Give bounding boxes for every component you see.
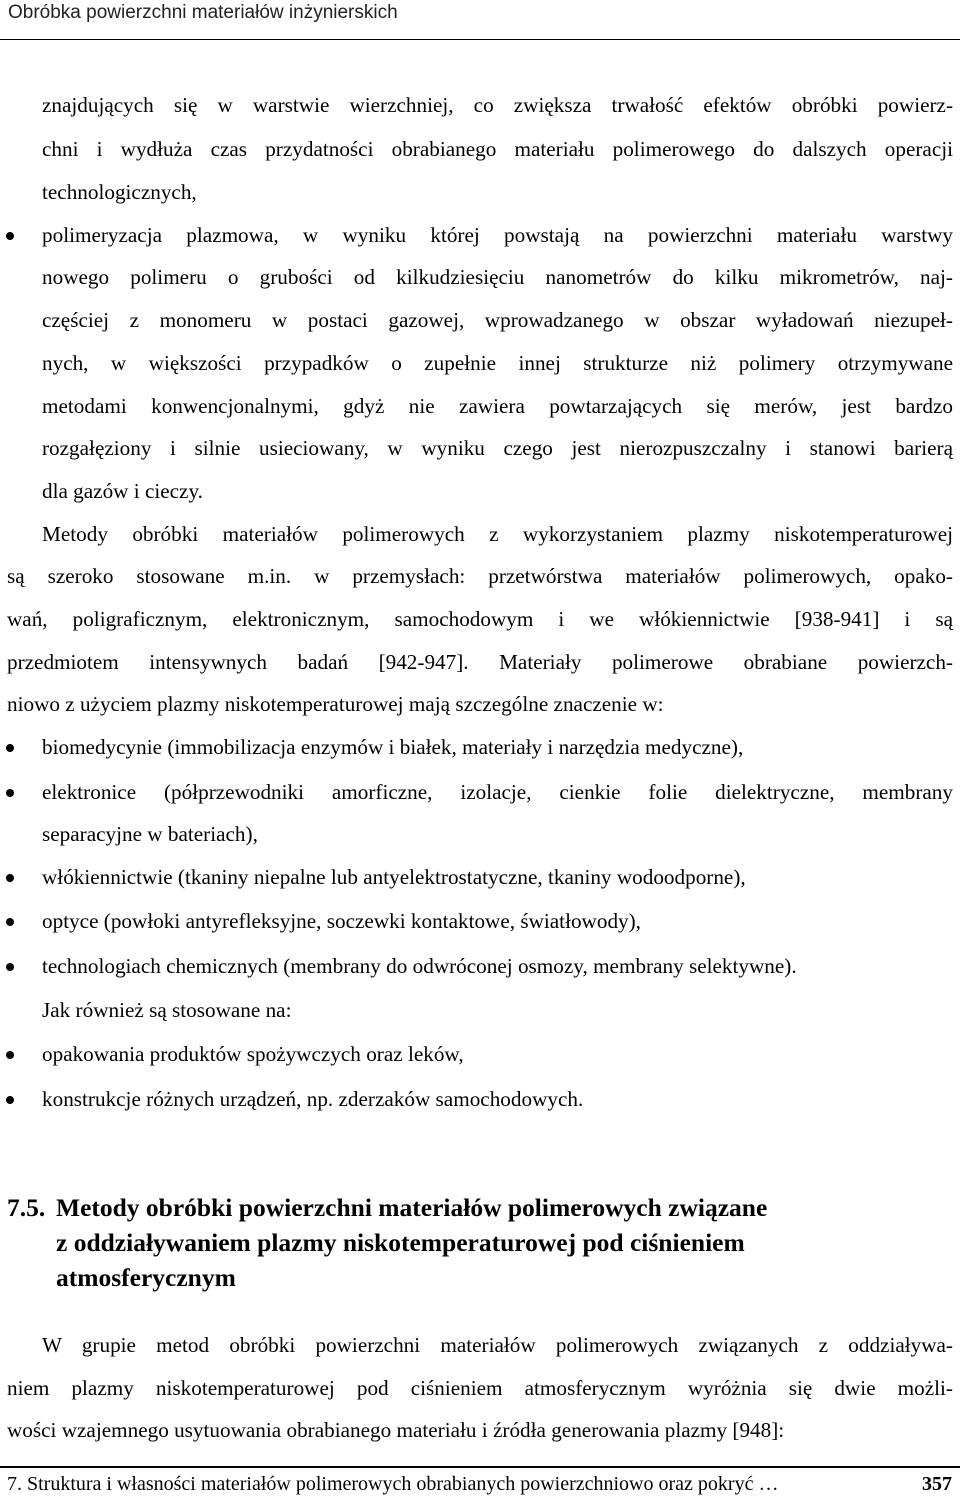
text-line: Jak również są stosowane na: bbox=[42, 998, 292, 1022]
text-line: metodami konwencjonalnymi, gdyż nie zawiera powtarzających się merów, jest bardzo bbox=[42, 394, 953, 418]
list-item: separacyjne w bateriach), bbox=[42, 822, 258, 846]
section-title-line: atmosferycznym bbox=[56, 1263, 236, 1292]
text-line: częściej z monomeru w postaci gazowej, wprowadzanego w obszar wyładowań niezupeł- bbox=[42, 308, 953, 332]
list-item: włókiennictwie (tkaniny niepalne lub antyelektrostatyczne, tkaniny wodoodporne), bbox=[42, 865, 746, 889]
bullet-icon bbox=[6, 874, 14, 882]
text-line: są szeroko stosowane m.in. w przemysłach: przetwórstwa materiałów polimerowych, opako- bbox=[7, 564, 953, 588]
text-line: chni i wydłuża czas przydatności obrabianego materiału polimerowego do dalszych operacji bbox=[42, 137, 953, 161]
text-line: nowego polimeru o grubości od kilkudziesięciu nanometrów do kilku mikrometrów, naj- bbox=[42, 265, 953, 289]
running-header: Obróbka powierzchni materiałów inżynierskich bbox=[8, 2, 398, 23]
bullet-icon bbox=[6, 963, 14, 971]
page-number: 357 bbox=[922, 1473, 952, 1495]
text-line: W grupie metod obróbki powierzchni materiałów polimerowych związanych z oddziaływa- bbox=[42, 1333, 953, 1357]
section-title-line: Metody obróbki powierzchni materiałów polimerowych związane bbox=[56, 1193, 768, 1222]
list-item: opakowania produktów spożywczych oraz leków, bbox=[42, 1042, 464, 1066]
text-line: niowo z użyciem plazmy niskotemperaturowej mają szczególne znaczenie w: bbox=[7, 692, 664, 716]
text-line: nych, w większości przypadków o zupełnie innej strukturze niż polimery otrzymywane bbox=[42, 351, 953, 375]
text-line: polimeryzacja plazmowa, w wyniku której powstają na powierzchni materiału warstwy bbox=[42, 223, 953, 247]
footer-chapter: 7. Struktura i własności materiałów polimerowych obrabianych powierzchniowo oraz pokryć … bbox=[7, 1473, 779, 1495]
section-title-line: z oddziaływaniem plazmy niskotemperaturowej pod ciśnieniem bbox=[56, 1228, 745, 1257]
bullet-icon bbox=[6, 232, 14, 240]
list-item: optyce (powłoki antyrefleksyjne, soczewki kontaktowe, światłowody), bbox=[42, 909, 641, 933]
text-line: Metody obróbki materiałów polimerowych z wykorzystaniem plazmy niskotemperaturowej bbox=[42, 522, 953, 546]
text-line: dla gazów i cieczy. bbox=[42, 479, 203, 503]
bullet-icon bbox=[6, 918, 14, 926]
text-line: wości wzajemnego usytuowania obrabianego materiału i źródła generowania plazmy [948]: bbox=[7, 1418, 785, 1442]
bullet-icon bbox=[6, 744, 14, 752]
bullet-icon bbox=[6, 789, 14, 797]
text-line: niem plazmy niskotemperaturowej pod ciśnieniem atmosferycznym wyróżnia się dwie możli- bbox=[7, 1376, 953, 1400]
text-line: rozgałęziony i silnie usieciowany, w wyniku czego jest nierozpuszczalny i stanowi barierą bbox=[42, 436, 953, 460]
text-line: wań, poligraficznym, elektronicznym, samochodowym i we włókiennictwie [938-941] i są bbox=[7, 607, 953, 631]
list-item: konstrukcje różnych urządzeń, np. zderzaków samochodowych. bbox=[42, 1087, 584, 1111]
list-item: biomedycynie (immobilizacja enzymów i białek, materiały i narzędzia medyczne), bbox=[42, 735, 744, 759]
bullet-icon bbox=[6, 1051, 14, 1059]
list-item: technologiach chemicznych (membrany do odwróconej osmozy, membrany selektywne). bbox=[42, 954, 797, 978]
footer-rule bbox=[0, 1466, 960, 1468]
header-rule bbox=[0, 39, 960, 40]
bullet-icon bbox=[6, 1096, 14, 1104]
text-line: znajdujących się w warstwie wierzchniej, co zwiększa trwałość efektów obróbki powierz- bbox=[42, 93, 953, 117]
list-item: elektronice (półprzewodniki amorficzne, izolacje, cienkie folie dielektryczne, membrany bbox=[42, 780, 953, 804]
text-line: przedmiotem intensywnych badań [942-947]. Materiały polimerowe obrabiane powierzch- bbox=[7, 650, 953, 674]
text-line: technologicznych, bbox=[42, 180, 197, 204]
section-number: 7.5. bbox=[7, 1193, 46, 1222]
